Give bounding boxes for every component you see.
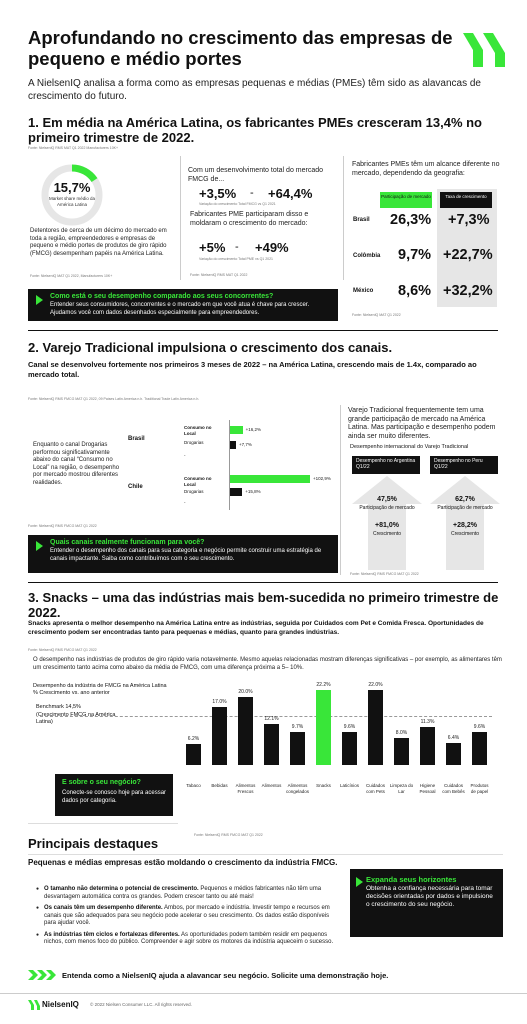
cta-title: Quais canais realmente funcionam para você?	[50, 539, 205, 546]
channel-label: Drogarias	[184, 489, 204, 494]
channel-bar-chart	[229, 420, 329, 510]
industry-category-label: Tabaco	[186, 783, 201, 788]
section3-heading: 3. Snacks – uma das indústrias mais bem-sucedida no primeiro trimestre de 2022.	[28, 590, 499, 620]
industry-category-label: Alimentos	[261, 783, 282, 788]
page-title: Aprofundando no crescimento das empresas de pequeno e médio portes	[28, 27, 453, 69]
argentina-growth: +81,0%	[375, 522, 399, 529]
industry-category-label: Higiene Pessoal	[419, 783, 436, 794]
list-item: ● Os canais têm um desempenho diferente. Ambos, por mercado e indústria. Investir tempo e recursos em canais que são adequados para seu negócio pode acelerar o seu crescimento. Os dados estão disponíveis para ajudar você.	[36, 905, 336, 928]
intro-text: A NielsenIQ analisa a forma como as empresas pequenas e médias (PMEs) têm sido as alavancas de crescimento do futuro.	[28, 78, 481, 102]
argentina-share-label: Participação de mercado	[359, 505, 415, 511]
industry-bar	[472, 732, 487, 765]
chevrons-right-icon	[28, 970, 56, 980]
geo-country: Colômbia	[353, 253, 381, 259]
fmcg-text: Com um desenvolvimento total do mercado FMCG de...	[188, 167, 324, 183]
divider	[340, 405, 341, 575]
channel-text: Enquanto o canal Drogarias performou significativamente abaixo do canal “Consumo no Local” na região, o desempenho por mercado mostrou diferentes realidades.	[33, 442, 120, 486]
section3-subheading: Snacks apresenta o melhor desempenho na América Latina entre as indústrias, seguida por Cuidados com Pet e Comida Fresca. Oportunidades de crescimento podem ser encontradas tanto para pequenas e médias, quanto para grandes indústrias.	[28, 620, 484, 636]
industry-bar-value: 9.6%	[473, 724, 486, 731]
cta-description: Obtenha a confiança necessária para tomar decisões orientadas por dados e impulsione o crescimento do seu negócio.	[366, 885, 493, 908]
industry-bar-value: 22.0%	[368, 682, 383, 689]
nielseniq-logo-icon	[463, 33, 505, 67]
geo-country: México	[353, 288, 374, 294]
industry-bar	[316, 690, 331, 765]
channel-bar	[230, 488, 242, 496]
country-label: Chile	[128, 484, 143, 490]
industry-bar-value: 17.0%	[212, 699, 227, 706]
argentina-box-title: Desempenho no Argentina Q1/22	[352, 456, 420, 474]
channel-bar	[230, 426, 243, 434]
pme-value-2: +49%	[255, 240, 289, 255]
cta-description: Conecte-se conosco hoje para acessar dados por categoria.	[62, 790, 167, 804]
industry-bar-value: 22.2%	[316, 681, 331, 688]
market-share-description: Detentores de cerca de um décimo do mercado em toda a região, empreendedores e empresas de pequeno e médio portes de produtos de giro rápido (FMCG) desempenham papéis na América Latina.	[30, 228, 167, 257]
industry-bar-value: 6.2%	[187, 735, 200, 742]
industry-bar-value: 9.6%	[343, 724, 356, 731]
geo-share: 9,7%	[398, 247, 432, 263]
list-item: ● As indústrias têm ciclos e fortalezas diferentes. As oportunidades podem também residir em pequenos nichos, com menos foco do público. Compreender e agir sobre os motores da indústria aqueceim o sucesso.	[36, 932, 336, 947]
industry-bar	[420, 727, 435, 765]
industry-bar-value: 20.0%	[238, 689, 253, 695]
industry-category-label: Cuidados com Bebês	[442, 783, 465, 794]
dash: -	[235, 241, 239, 253]
arrow-right-icon	[36, 295, 43, 305]
industry-bar	[186, 744, 201, 765]
pme-note: Variação do crescimento Total PME vs Q1 2021	[199, 257, 273, 261]
industry-category-label: Alimentos congelados	[285, 783, 310, 794]
highlights-heading: Principais destaques	[28, 836, 159, 851]
geo-growth: +32,2%	[443, 283, 493, 299]
section-divider	[28, 330, 498, 331]
industry-bar	[394, 738, 409, 765]
industry-intro: O desempenho nas indústrias de produtos de giro rápido varia notavelmente. Mesmo aquelas relacionadas mostram diferenças significativas – por exemplo, as alimentares têm um crescimento tanto acima como abaixo da média de FMCG, com uma diferença próxima a 5– 10%.	[33, 657, 502, 671]
industry-category-label: Cuidados com Pets	[365, 783, 385, 794]
peru-share: 62,7%	[455, 496, 475, 503]
dash: -	[184, 500, 186, 505]
channel-bar-value: +7,7%	[238, 442, 252, 447]
channel-bar-value: +16,2%	[245, 427, 261, 432]
nielseniq-logo-icon	[28, 1000, 40, 1010]
industry-category-label: Laticínios	[339, 783, 359, 788]
pme-text: Fabricantes PME participaram disso e moldaram o crescimento do mercado:	[190, 211, 309, 227]
geo-share: 8,6%	[398, 283, 432, 299]
industry-bar	[212, 707, 227, 765]
market-share-source: Fonte: NielsenIQ MAT Q1 2022, Manufacturers 10K+	[30, 274, 113, 278]
peru-growth: +28,2%	[453, 522, 477, 529]
industry-category-label: Produtos de papel	[470, 783, 489, 794]
benchmark-sublabel: (Crescimento FMCG na América Latina)	[36, 712, 116, 725]
cta-title: Como está o seu desempenho comparado aos seus concorrentes?	[50, 293, 274, 300]
geo-share: 26,3%	[390, 212, 432, 228]
pme-value-1: +5%	[199, 240, 226, 255]
peru-box-title: Desempenho no Peru Q1/22	[430, 456, 498, 474]
channel-bar-value: +102,9%	[313, 476, 331, 481]
performance-label: Desempenho internacional do Varejo Tradicional	[350, 444, 469, 450]
cta-horizons[interactable]	[350, 869, 503, 937]
pme-source: Fonte: NielsenIQ RMS MAT Q1 2022	[190, 273, 248, 277]
cta-channels[interactable]	[28, 535, 338, 573]
industry-category-label: Alimentos Frescos	[235, 783, 256, 794]
dash: -	[250, 187, 254, 199]
footer-brand: NielsenIQ	[42, 1000, 79, 1009]
channel-bar-value: +15,8%	[245, 489, 261, 494]
industry-bar-value: 8.0%	[395, 729, 408, 736]
cta-description: Entender o desempenho dos canais para sua categoria e negócio permite construir uma estratégia de canais impactante. Saiba como contribuímos com o seu crescimento.	[50, 548, 322, 562]
fmcg-note: Variação do crescimento Total FMCG vs Q1 2021	[199, 202, 276, 206]
divider	[180, 156, 181, 280]
chart-title: Desempenho da indústria de FMCG na América Latina	[33, 683, 167, 689]
benchmark-label: Benchmark 14,5%	[36, 704, 81, 710]
cta-competitors[interactable]	[28, 289, 338, 321]
section3-source: Fonte: NielsenIQ RMS FMCG MAT Q1 2022	[28, 648, 97, 652]
channel-bar	[230, 441, 236, 449]
retail-source: Fonte: NielsenIQ RMS FMCG MAT Q1 2022	[350, 572, 419, 576]
industry-bar	[342, 732, 357, 765]
geo-col-growth-header: Taxa de crescimento	[440, 192, 492, 208]
section2-subheading: Canal se desenvolveu fortemente nos primeiros 3 meses de 2022 – na América Latina, crescendo mais de 1.4x, comparado ao mercado total.	[28, 360, 477, 379]
footer-cta-link[interactable]: Entenda como a NielsenIQ ajuda a alavancar seu negócio. Solicite uma demonstração hoje.	[62, 971, 389, 980]
industry-category-label: Snacks	[316, 783, 331, 788]
geo-source: Fonte: NielsenIQ MAT Q1 2022	[352, 313, 401, 317]
highlights-subheading: Pequenas e médias empresas estão moldando o crescimento da indústria FMCG.	[28, 858, 338, 867]
footer-bar	[0, 993, 527, 1024]
argentina-share: 47,5%	[377, 496, 397, 503]
peru-share-label: Participação de mercado	[437, 505, 493, 511]
argentina-growth-label: Crescimento	[372, 531, 402, 537]
industry-bar	[290, 732, 305, 765]
industry-bar-chart	[180, 670, 505, 830]
chart-source: Fonte: NielsenIQ RMS FMCG MAT Q1 2022	[194, 833, 263, 837]
industry-bar	[368, 690, 383, 765]
industry-bar	[264, 724, 279, 765]
geo-growth: +7,3%	[448, 212, 490, 228]
retail-text: Varejo Tradicional frequentemente tem uma grande participação de mercado na América Latina. Mas participação e desempenho podem ainda ser muito diferentes.	[348, 407, 496, 440]
market-share-value: 15,7%	[53, 180, 91, 195]
cta-title: Expanda seus horizontes	[366, 875, 457, 884]
channel-bar	[230, 475, 310, 483]
arrow-right-icon	[356, 877, 363, 887]
channel-label: Consumo no Local	[184, 476, 212, 487]
industry-bar-value: 6.4%	[447, 735, 460, 742]
geo-country: Brasil	[353, 217, 370, 223]
chart-source: Fonte: NielsenIQ RMS FMCG MAT Q1 2022	[28, 524, 97, 528]
section-divider	[28, 823, 178, 824]
market-share-caption: Market share médio da América Latina	[48, 196, 96, 207]
cta-title: E sobre o seu negócio?	[62, 779, 141, 786]
industry-category-label: Limpeza do Lar	[389, 783, 414, 794]
divider	[343, 156, 344, 280]
section-divider	[28, 582, 498, 583]
industry-bar-value: 12.1%	[264, 715, 279, 722]
geo-growth: +22,7%	[443, 247, 493, 263]
section1-source: Fonte: NielsenIQ RMS MAT Q1 2022 Manufacturers 10K+	[28, 146, 119, 150]
section2-heading: 2. Varejo Tradicional impulsiona o crescimento dos canais.	[28, 340, 393, 355]
geo-col-share-header: Participação de mercado	[380, 192, 432, 208]
channel-label: Consumo no Local	[184, 425, 212, 436]
market-share-donut	[40, 163, 104, 227]
copyright: © 2022 Nielsen Consumer LLC. All rights reserved.	[90, 1002, 192, 1007]
country-label: Brasil	[128, 436, 145, 442]
highlights-list	[36, 886, 336, 951]
fmcg-value-1: +3,5%	[199, 186, 237, 201]
cta-description: Entender seus consumidores, concorrentes e o mercado em que você atua é chave para crescer. Ajudamos você com dados desenhados especialmente para empreendedores.	[50, 302, 310, 316]
list-item: ● O tamanho não determina o potencial de crescimento. Pequenos e médios fabricantes não têm uma desvantagem automática contra os grandes. Podem crescer tanto ou até mais!	[36, 886, 336, 901]
arrow-right-icon	[36, 541, 43, 551]
section1-heading: 1. Em média na América Latina, os fabricantes PMEs cresceram 13,4% no primeiro trimestre de 2022.	[28, 115, 482, 145]
fmcg-value-2: +64,4%	[268, 186, 313, 201]
section-divider	[28, 854, 503, 855]
industry-category-label: Bebidas	[211, 783, 228, 788]
industry-bar-value: 9.7%	[291, 724, 304, 731]
geo-text: Fabricantes PMEs têm um alcance diferente no mercado, dependendo da geografia:	[352, 161, 500, 177]
industry-bar	[238, 697, 253, 765]
channel-label: Drogarias	[184, 440, 204, 445]
section2-source: Fonte: NielsenIQ RMS FMCG MAT Q1 2022, 09 Países Latin America n.h. Traditional Trade Latin America n.h.	[28, 397, 200, 401]
dash: -	[184, 453, 186, 458]
cta-business[interactable]	[55, 774, 173, 816]
industry-bar	[446, 743, 461, 765]
industry-bar-value: 11.3%	[420, 718, 435, 725]
chart-ylabel: % Crescimento vs. ano anterior	[33, 690, 110, 696]
peru-growth-label: Crescimento	[450, 531, 480, 537]
